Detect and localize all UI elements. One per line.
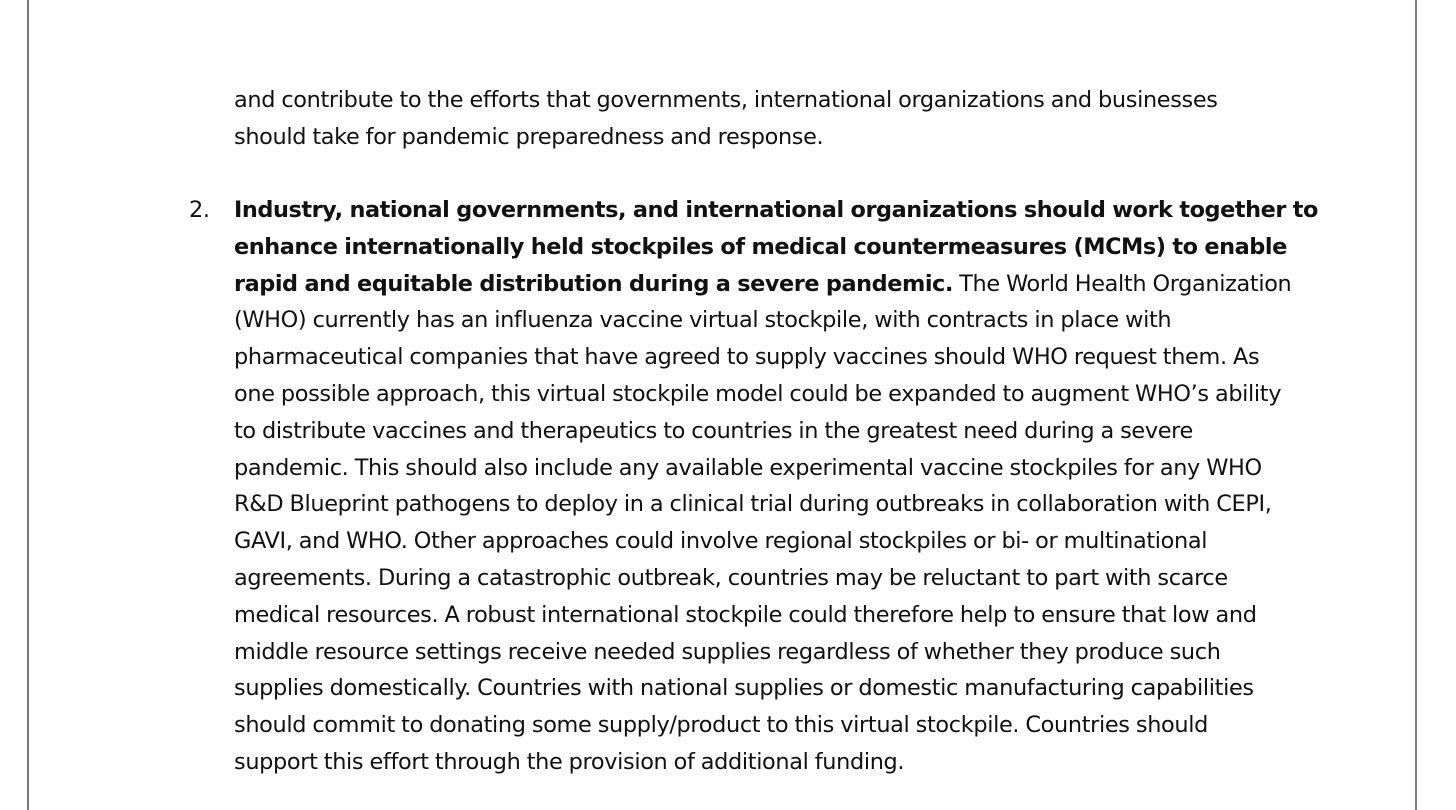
mixed-line xyxy=(234,266,1294,303)
body-text-line: support this effort through the provision of additional funding. xyxy=(234,748,905,775)
body-text-line: GAVI, and WHO. Other approaches could involve regional stockpiles or bi- or multinational xyxy=(234,528,1208,555)
body-text-line: pandemic. This should also include any available experimental vaccine stockpiles for any WHO xyxy=(234,454,1262,481)
bold-heading-line: enhance internationally held stockpiles of medical countermeasures (MCMs) to enable xyxy=(234,233,1287,260)
body-text-line: supplies domestically. Countries with national supplies or domestic manufacturing capabilities xyxy=(234,675,1254,702)
body-text: The World Health Organization xyxy=(952,270,1292,297)
body-text-line: one possible approach, this virtual stockpile model could be expanded to augment WHO’s ability xyxy=(234,380,1282,407)
body-text-line: R&D Blueprint pathogens to deploy in a clinical trial during outbreaks in collaboration with CEPI, xyxy=(234,491,1272,518)
body-text-line: agreements. During a catastrophic outbreak, countries may be reluctant to part with scarce xyxy=(234,564,1228,591)
bold-heading-line: rapid and equitable distribution during a severe pandemic. xyxy=(234,270,953,297)
body-text-line: middle resource settings receive needed supplies regardless of whether they produce such xyxy=(234,638,1221,665)
body-text-line: to distribute vaccines and therapeutics to countries in the greatest need during a severe xyxy=(234,417,1193,444)
list-item-body xyxy=(234,192,1318,781)
numbered-list-item xyxy=(189,192,1318,781)
text-line: and contribute to the efforts that governments, international organizations and businesses xyxy=(234,87,1218,113)
body-text-line: should commit to donating some supply/product to this virtual stockpile. Countries should xyxy=(234,712,1208,739)
continuation-paragraph xyxy=(234,82,1294,156)
body-text-line: medical resources. A robust international stockpile could therefore help to ensure that low and xyxy=(234,601,1257,628)
text-line: should take for pandemic preparedness and response. xyxy=(234,123,824,150)
body-text-line: pharmaceutical companies that have agreed to supply vaccines should WHO request them. As xyxy=(234,344,1260,371)
bold-heading-line: Industry, national governments, and international organizations should work together to xyxy=(234,197,1318,223)
list-item-number: 2. xyxy=(189,197,210,223)
body-text-line: (WHO) currently has an influenza vaccine virtual stockpile, with contracts in place with xyxy=(234,307,1172,334)
